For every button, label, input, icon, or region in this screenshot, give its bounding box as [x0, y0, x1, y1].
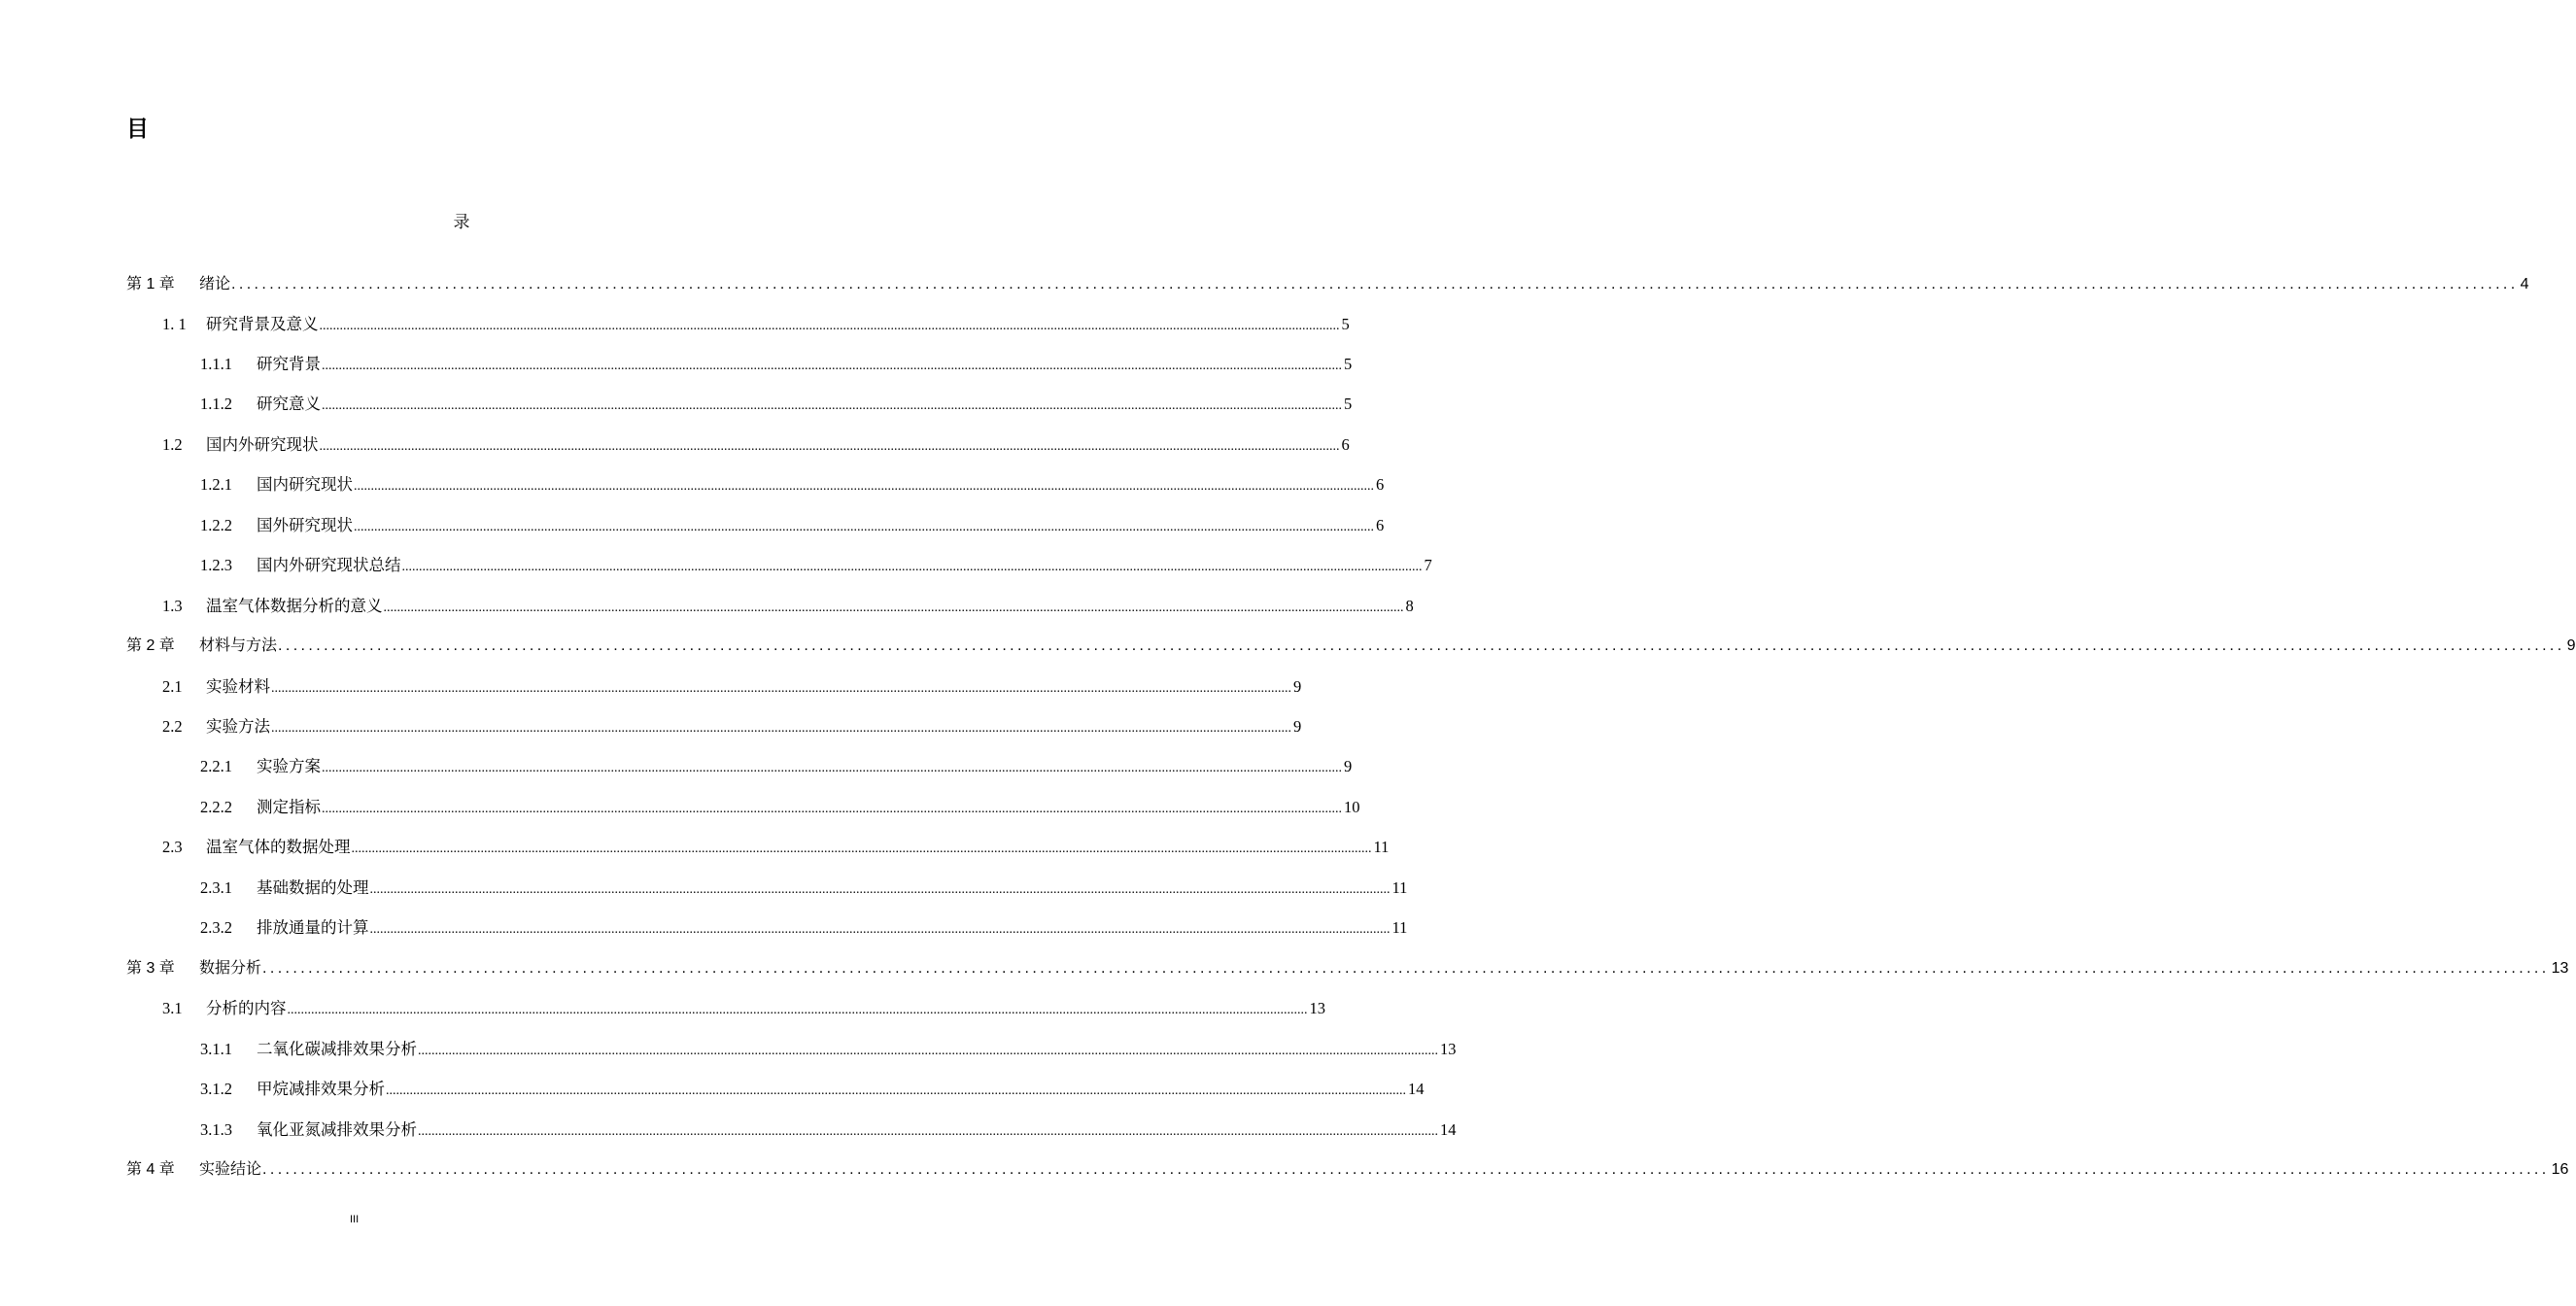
- toc-entry-page: 7: [1424, 556, 1432, 574]
- toc-entry-number: 2.3.1: [200, 878, 232, 897]
- page-number-footer: III: [350, 1214, 360, 1225]
- toc-heading-second-char: 录: [453, 213, 470, 232]
- toc-entry[interactable]: [162, 713, 1302, 737]
- toc-entry-number: 3.1.3: [200, 1120, 232, 1139]
- toc-entry-number: 1. 1: [162, 315, 187, 333]
- toc-entry-number: 1.2.3: [200, 556, 232, 574]
- toc-entry-page: 9: [1293, 677, 1302, 696]
- toc-entry[interactable]: [200, 914, 1408, 938]
- dot-leader: ............................................................................................................................................................................................................................................................................................................: [369, 882, 1391, 897]
- toc-entry-number: 2.3.2: [200, 918, 232, 937]
- toc-entry-title: 国外研究现状: [257, 516, 353, 534]
- toc-entry[interactable]: [200, 875, 1408, 898]
- toc-entry-number: 第 3 章: [126, 960, 175, 977]
- toc-entry-page: 9: [2566, 637, 2576, 654]
- toc-entry-page: 11: [1391, 918, 1408, 937]
- dot-leader: ............................................................................................................................................................................................................................................................................................................: [287, 1003, 1308, 1017]
- toc-entry-number: 1.1.2: [200, 395, 232, 413]
- dot-leader: ............................................................................................................................................................................................................................................................................................................: [418, 1124, 1438, 1139]
- toc-entry-page: 6: [1376, 516, 1385, 534]
- toc-entry[interactable]: [126, 633, 2576, 656]
- toc-entry-page: 9: [1344, 757, 1353, 775]
- toc-entry-title: 国内外研究现状总结: [257, 556, 401, 574]
- toc-entry-page: 6: [1376, 475, 1385, 494]
- toc-entry-page: 5: [1341, 315, 1350, 333]
- toc-entry-title: 实验材料: [206, 677, 270, 696]
- dot-leader: ............................................................................................................................................................................................................................................................................................................: [278, 637, 2565, 654]
- toc-entry-title: 甲烷减排效果分析: [257, 1080, 385, 1098]
- toc-entry[interactable]: [162, 995, 1325, 1018]
- toc-entry-title: 研究背景及意义: [206, 315, 319, 333]
- toc-entry[interactable]: [200, 552, 1432, 575]
- toc-entry[interactable]: [162, 593, 1414, 616]
- dot-leader: ............................................................................................................................................................................................................................................................................................................: [231, 276, 2519, 292]
- toc-entry-title: 研究意义: [257, 395, 321, 413]
- toc-entry-page: 14: [1408, 1080, 1425, 1098]
- toc-entry-page: 8: [1405, 597, 1414, 615]
- toc-entry-title: 实验结论: [199, 1161, 262, 1178]
- toc-entry-page: 5: [1344, 355, 1353, 373]
- toc-entry-title: 二氧化碳减排效果分析: [257, 1040, 417, 1058]
- toc-entry-number: 2.1: [162, 677, 183, 696]
- toc-entry-number: 3.1.1: [200, 1040, 232, 1058]
- toc-entry[interactable]: [200, 512, 1385, 535]
- toc-entry-number: 2.3: [162, 838, 183, 856]
- toc-entry-number: 1.2.1: [200, 475, 232, 494]
- toc-entry-number: 1.3: [162, 597, 183, 615]
- dot-leader: ............................................................................................................................................................................................................................................................................................................: [386, 1083, 1406, 1098]
- toc-entry-title: 排放通量的计算: [257, 918, 369, 937]
- toc-entry[interactable]: [200, 1036, 1457, 1059]
- toc-entry-title: 温室气体的数据处理: [206, 838, 351, 856]
- toc-entry-title: 基础数据的处理: [257, 878, 369, 897]
- toc-heading-first-char: 目: [126, 117, 149, 142]
- toc-entry-page: 11: [1373, 838, 1390, 856]
- toc-entry-number: 2.2.2: [200, 798, 232, 816]
- toc-entry-title: 材料与方法: [199, 637, 278, 654]
- toc-entry[interactable]: [162, 834, 1390, 857]
- toc-entry-title: 分析的内容: [206, 999, 287, 1017]
- toc-entry[interactable]: [162, 673, 1302, 697]
- dot-leader: ............................................................................................................................................................................................................................................................................................................: [354, 479, 1374, 494]
- toc-entry-page: 13: [1309, 999, 1325, 1017]
- toc-entry-title: 研究背景: [257, 355, 321, 373]
- dot-leader: ............................................................................................................................................................................................................................................................................................................: [401, 560, 1423, 574]
- toc-entry-number: 第 2 章: [126, 637, 175, 654]
- toc-entry-title: 温室气体数据分析的意义: [206, 597, 383, 615]
- toc-entry[interactable]: [126, 1156, 2569, 1180]
- toc-entry-title: 测定指标: [257, 798, 321, 816]
- toc-entry-title: 国内研究现状: [257, 475, 353, 494]
- toc-entry-page: 13: [2551, 960, 2569, 977]
- toc-entry-page: 5: [1344, 395, 1353, 413]
- toc-entry-number: 第 4 章: [126, 1161, 175, 1178]
- toc-entry-number: 2.2.1: [200, 757, 232, 775]
- toc-entry[interactable]: [162, 311, 1350, 334]
- toc-entry-title: 国内外研究现状: [206, 435, 319, 454]
- toc-entry[interactable]: [200, 1117, 1457, 1140]
- toc-entry[interactable]: [200, 753, 1353, 776]
- toc-entry[interactable]: [162, 431, 1350, 455]
- toc-entry-number: 1.2.2: [200, 516, 232, 534]
- dot-leader: ............................................................................................................................................................................................................................................................................................................: [322, 761, 1342, 775]
- toc-entry[interactable]: [126, 955, 2569, 979]
- dot-leader: ............................................................................................................................................................................................................................................................................................................: [319, 319, 1340, 333]
- toc-entry[interactable]: [200, 351, 1353, 374]
- toc-entry-number: 3.1: [162, 999, 183, 1017]
- toc-entry-page: 10: [1344, 798, 1360, 816]
- toc-entry-title: 实验方案: [257, 757, 321, 775]
- toc-entry-page: 13: [1440, 1040, 1457, 1058]
- dot-leader: ............................................................................................................................................................................................................................................................................................................: [354, 520, 1374, 534]
- toc-entry-page: 11: [1391, 878, 1408, 897]
- toc-entry-number: 1.1.1: [200, 355, 232, 373]
- dot-leader: ............................................................................................................................................................................................................................................................................................................: [322, 802, 1342, 816]
- toc-entry-title: 实验方法: [206, 717, 270, 736]
- dot-leader: ............................................................................................................................................................................................................................................................................................................: [262, 1161, 2550, 1178]
- dot-leader: ............................................................................................................................................................................................................................................................................................................: [322, 359, 1342, 373]
- dot-leader: ............................................................................................................................................................................................................................................................................................................: [383, 601, 1404, 615]
- dot-leader: ............................................................................................................................................................................................................................................................................................................: [351, 842, 1372, 856]
- toc-entry[interactable]: [200, 1076, 1425, 1099]
- toc-entry-number: 2.2: [162, 717, 183, 736]
- toc-entry-title: 绪论: [199, 276, 231, 292]
- dot-leader: ............................................................................................................................................................................................................................................................................................................: [369, 922, 1391, 937]
- toc-entry-page: 4: [2520, 276, 2529, 292]
- toc-entry-title: 数据分析: [199, 960, 262, 977]
- toc-entry-number: 3.1.2: [200, 1080, 232, 1098]
- toc-entry-page: 16: [2551, 1161, 2569, 1178]
- toc-entry-number: 1.2: [162, 435, 183, 454]
- dot-leader: ............................................................................................................................................................................................................................................................................................................: [271, 721, 1291, 736]
- toc-entry-page: 9: [1293, 717, 1302, 736]
- dot-leader: ............................................................................................................................................................................................................................................................................................................: [319, 439, 1340, 454]
- toc-entry-title: 氧化亚氮减排效果分析: [257, 1120, 417, 1139]
- dot-leader: ............................................................................................................................................................................................................................................................................................................: [322, 398, 1342, 413]
- toc-entry-page: 14: [1440, 1120, 1457, 1139]
- dot-leader: ............................................................................................................................................................................................................................................................................................................: [271, 681, 1291, 696]
- dot-leader: ............................................................................................................................................................................................................................................................................................................: [418, 1044, 1438, 1058]
- toc-entry-page: 6: [1341, 435, 1350, 454]
- toc-entry[interactable]: [200, 471, 1385, 495]
- toc-entry[interactable]: [200, 794, 1360, 817]
- toc-entry[interactable]: [126, 271, 2529, 294]
- toc-entry-number: 第 1 章: [126, 276, 175, 292]
- toc-entry[interactable]: [200, 391, 1353, 414]
- dot-leader: ............................................................................................................................................................................................................................................................................................................: [262, 960, 2550, 977]
